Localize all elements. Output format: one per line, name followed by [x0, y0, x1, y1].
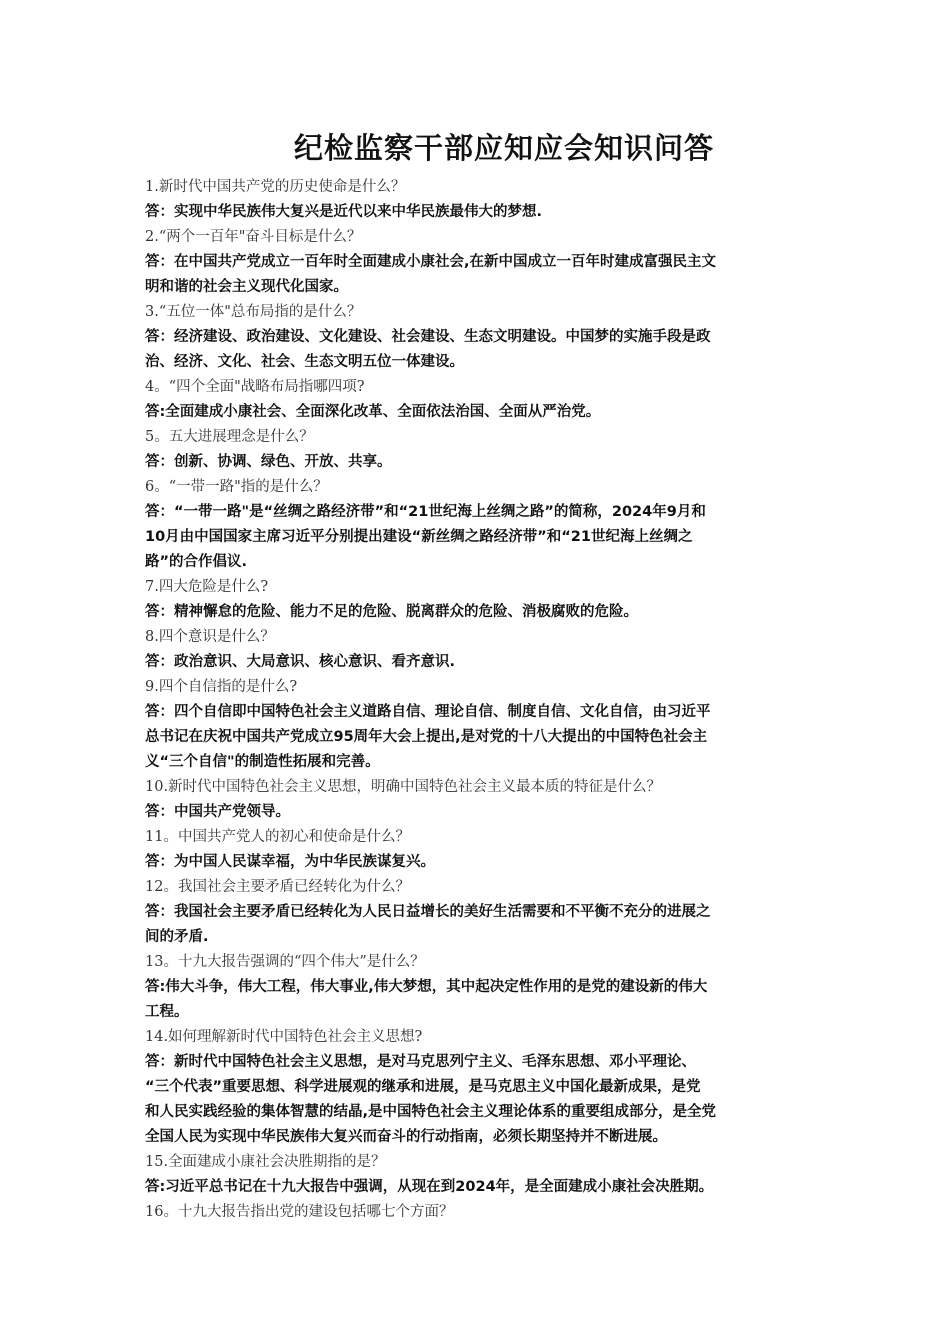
answer-line: 答:伟大斗争，伟大工程，伟大事业,伟大梦想，其中起决定性作用的是党的建设新的伟大	[145, 979, 708, 995]
answer-line: 义“三个自信"的制造性拓展和完善。	[145, 754, 380, 770]
question-text: 15.全面建成小康社会决胜期指的是？	[145, 1154, 386, 1170]
answer-text	[145, 250, 807, 300]
qa-item	[145, 625, 807, 675]
answer-text	[145, 400, 807, 425]
question-text: 1.新时代中国共产党的历史使命是什么？	[145, 179, 406, 195]
answer-line: 和人民实践经验的集体智慧的结晶,是中国特色社会主义理论体系的重要组成部分，是全党	[145, 1104, 717, 1120]
answer-line: 答:习近平总书记在十九大报告中强调，从现在到2024年，是全面建成小康社会决胜期。	[145, 1179, 714, 1195]
answer-line: 答：为中国人民谋幸福，为中华民族谋复兴。	[145, 854, 435, 870]
question-text: 4。“四个全面"战略布局指哪四项?	[145, 379, 365, 395]
qa-item	[145, 300, 807, 375]
answer-text	[145, 325, 807, 375]
answer-line: 答：精神懈怠的危险、能力不足的危险、脱离群众的危险、消极腐败的危险。	[145, 604, 638, 620]
qa-item	[145, 875, 807, 950]
answer-text	[145, 500, 807, 575]
question-text: 6。“一带一路"指的是什么？	[145, 479, 328, 495]
answer-line: 答：实现中华民族伟大复兴是近代以来中华民族最伟大的梦想.	[145, 204, 543, 220]
question-text: 3.“五位一体"总布局指的是什么？	[145, 304, 362, 320]
qa-item	[145, 1200, 807, 1225]
question-text: 16。十九大报告指出党的建设包括哪七个方面？	[145, 1204, 454, 1220]
question-text: 12。我国社会主要矛盾已经转化为什么？	[145, 879, 410, 895]
answer-line: 治、经济、文化、社会、生态文明五位一体建设。	[145, 354, 464, 370]
qa-item	[145, 1025, 807, 1150]
answer-text	[145, 1175, 807, 1200]
answer-line: 间的矛盾.	[145, 929, 209, 945]
answer-text	[145, 1050, 807, 1150]
answer-text	[145, 700, 807, 775]
question-text: 9.四个自信指的是什么?	[145, 679, 298, 695]
answer-text	[145, 200, 807, 225]
answer-line: 答：我国社会主要矛盾已经转化为人民日益增长的美好生活需要和不平衡不充分的进展之	[145, 904, 711, 920]
answer-line: 答：新时代中国特色社会主义思想，是对马克思列宁主义、毛泽东思想、邓小平理论、	[145, 1054, 696, 1070]
question-text: 11。中国共产党人的初心和使命是什么？	[145, 829, 410, 845]
qa-item	[145, 425, 807, 475]
qa-item	[145, 375, 807, 425]
answer-line: 答:全面建成小康社会、全面深化改革、全面依法治国、全面从严治党。	[145, 404, 601, 420]
answer-text	[145, 600, 807, 625]
answer-line: 答：经济建设、政治建设、文化建设、社会建设、生态文明建设。中国梦的实施手段是政	[145, 329, 711, 345]
answer-text	[145, 650, 807, 675]
question-text: 10.新时代中国特色社会主义思想，明确中国特色社会主义最本质的特征是什么？	[145, 779, 662, 795]
answer-line: 路”的合作倡议.	[145, 554, 248, 570]
answer-line: 答：在中国共产党成立一百年时全面建成小康社会,在新中国成立一百年时建成富强民主文	[145, 254, 717, 270]
qa-item	[145, 1150, 807, 1200]
question-text: 14.如何理解新时代中国特色社会主义思想?	[145, 1029, 423, 1045]
answer-text	[145, 450, 807, 475]
answer-line: 答：创新、协调、绿色、开放、共享。	[145, 454, 392, 470]
answer-text	[145, 850, 807, 875]
answer-line: 答：中国共产党领导。	[145, 804, 290, 820]
qa-item	[145, 575, 807, 625]
qa-item	[145, 825, 807, 875]
answer-line: 答：“一带一路"是“丝绸之路经济带”和“21世纪海上丝绸之路”的简称，2024年9月和	[145, 504, 706, 520]
qa-item	[145, 775, 807, 825]
answer-line: 答：政治意识、大局意识、核心意识、看齐意识.	[145, 654, 456, 670]
page-title: 纪检监察干部应知应会知识问答	[293, 131, 714, 165]
answer-line: 答：四个自信即中国特色社会主义道路自信、理论自信、制度自信、文化自信，由习近平	[145, 704, 711, 720]
answer-line: 明和谐的社会主义现代化国家。	[145, 279, 348, 295]
question-text: 5。五大进展理念是什么？	[145, 429, 314, 445]
qa-item	[145, 475, 807, 575]
answer-text	[145, 900, 807, 950]
qa-list	[145, 175, 807, 1225]
answer-line: “三个代表”重要思想、科学进展观的继承和进展，是马克思主义中国化最新成果，是党	[145, 1079, 701, 1095]
question-text: 8.四个意识是什么？	[145, 629, 275, 645]
answer-text	[145, 975, 807, 1025]
answer-line: 全国人民为实现中华民族伟大复兴而奋斗的行动指南，必须长期坚持并不断进展。	[145, 1129, 667, 1145]
qa-item	[145, 225, 807, 300]
answer-line: 总书记在庆祝中国共产党成立95周年大会上提出,是对党的十八大提出的中国特色社会主	[145, 729, 708, 745]
question-text: 2.“两个一百年"奋斗目标是什么？	[145, 229, 362, 245]
qa-item	[145, 675, 807, 775]
qa-item	[145, 175, 807, 225]
answer-text	[145, 800, 807, 825]
qa-item	[145, 950, 807, 1025]
answer-line: 工程。	[145, 1004, 189, 1020]
question-text: 13。十九大报告强调的“四个伟大”是什么？	[145, 954, 425, 970]
answer-line: 10月由中国国家主席习近平分别提出建设“新丝绸之路经济带”和“21世纪海上丝绸之	[145, 529, 693, 545]
question-text: 7.四大危险是什么?	[145, 579, 269, 595]
